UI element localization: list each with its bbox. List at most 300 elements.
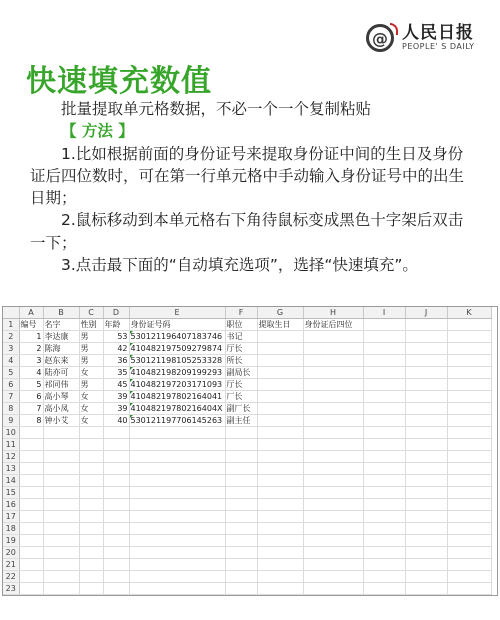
cell-d11[interactable] xyxy=(103,439,129,451)
cell-e16[interactable] xyxy=(129,499,225,511)
cell-d13[interactable] xyxy=(103,463,129,475)
cell-g15[interactable] xyxy=(257,487,303,499)
cell-b17[interactable] xyxy=(43,511,79,523)
cell-c17[interactable] xyxy=(79,511,103,523)
cell-b14[interactable] xyxy=(43,475,79,487)
cell-f14[interactable] xyxy=(225,475,257,487)
cell-h9[interactable] xyxy=(303,415,363,427)
cell-j20[interactable] xyxy=(405,547,447,559)
cell-i19[interactable] xyxy=(363,535,405,547)
cell-b20[interactable] xyxy=(43,547,79,559)
cell-h17[interactable] xyxy=(303,511,363,523)
cell-g12[interactable] xyxy=(257,451,303,463)
cell-k1[interactable] xyxy=(447,319,491,331)
cell-h23[interactable] xyxy=(303,583,363,595)
cell-f11[interactable] xyxy=(225,439,257,451)
cell-j5[interactable] xyxy=(405,367,447,379)
step-2: 2.鼠标移动到本单元格右下角待鼠标变成黑色十字架后双击一下； xyxy=(30,211,464,252)
cell-j15[interactable] xyxy=(405,487,447,499)
cell-j13[interactable] xyxy=(405,463,447,475)
cell-k20[interactable] xyxy=(447,547,491,559)
cell-k15[interactable] xyxy=(447,487,491,499)
cell-b11[interactable] xyxy=(43,439,79,451)
cell-b10[interactable] xyxy=(43,427,79,439)
cell-f2[interactable]: 书记 xyxy=(225,331,257,343)
cell-h12[interactable] xyxy=(303,451,363,463)
cell-b22[interactable] xyxy=(43,571,79,583)
row-header-7[interactable]: 7 xyxy=(3,391,19,403)
cell-e1[interactable]: 身份证号码 xyxy=(129,319,225,331)
cell-c16[interactable] xyxy=(79,499,103,511)
cell-e6[interactable]: 410482197203171093 xyxy=(129,379,225,391)
cell-i1[interactable] xyxy=(363,319,405,331)
cell-c21[interactable] xyxy=(79,559,103,571)
cell-g10[interactable] xyxy=(257,427,303,439)
cell-a13[interactable] xyxy=(19,463,43,475)
cell-i16[interactable] xyxy=(363,499,405,511)
cell-k7[interactable] xyxy=(447,391,491,403)
cell-i2[interactable] xyxy=(363,331,405,343)
cell-f15[interactable] xyxy=(225,487,257,499)
cell-a3[interactable]: 2 xyxy=(19,343,43,355)
cell-e15[interactable] xyxy=(129,487,225,499)
row-header-19[interactable]: 19 xyxy=(3,535,19,547)
cell-h2[interactable] xyxy=(303,331,363,343)
cell-j2[interactable] xyxy=(405,331,447,343)
cell-d21[interactable] xyxy=(103,559,129,571)
page-title: 快速填充数值 xyxy=(26,64,212,99)
cell-d22[interactable] xyxy=(103,571,129,583)
cell-g1[interactable]: 提取生日 xyxy=(257,319,303,331)
column-header-j[interactable]: J xyxy=(405,307,447,319)
cell-c5[interactable]: 女 xyxy=(79,367,103,379)
cell-a2[interactable]: 1 xyxy=(19,331,43,343)
cell-d17[interactable] xyxy=(103,511,129,523)
cell-d16[interactable] xyxy=(103,499,129,511)
cell-k9[interactable] xyxy=(447,415,491,427)
cell-a20[interactable] xyxy=(19,547,43,559)
cell-h21[interactable] xyxy=(303,559,363,571)
cell-d7[interactable]: 39 xyxy=(103,391,129,403)
cell-j3[interactable] xyxy=(405,343,447,355)
column-header-a[interactable]: A xyxy=(19,307,43,319)
sheet-row xyxy=(3,511,491,523)
cell-g4[interactable] xyxy=(257,355,303,367)
cell-e10[interactable] xyxy=(129,427,225,439)
cell-h19[interactable] xyxy=(303,535,363,547)
cell-a22[interactable] xyxy=(19,571,43,583)
cell-d3[interactable]: 42 xyxy=(103,343,129,355)
cell-g19[interactable] xyxy=(257,535,303,547)
cell-k8[interactable] xyxy=(447,403,491,415)
logo-name-cn: 人民日报 xyxy=(402,23,474,43)
cell-k18[interactable] xyxy=(447,523,491,535)
cell-d14[interactable] xyxy=(103,475,129,487)
cell-c19[interactable] xyxy=(79,535,103,547)
cell-k4[interactable] xyxy=(447,355,491,367)
cell-h4[interactable] xyxy=(303,355,363,367)
cell-i9[interactable] xyxy=(363,415,405,427)
cell-f3[interactable]: 厅长 xyxy=(225,343,257,355)
column-header-d[interactable]: D xyxy=(103,307,129,319)
cell-g22[interactable] xyxy=(257,571,303,583)
cell-c8[interactable]: 女 xyxy=(79,403,103,415)
cell-d23[interactable] xyxy=(103,583,129,595)
cell-a15[interactable] xyxy=(19,487,43,499)
cell-c20[interactable] xyxy=(79,547,103,559)
cell-g14[interactable] xyxy=(257,475,303,487)
spreadsheet-grid[interactable] xyxy=(3,307,492,595)
cell-a18[interactable] xyxy=(19,523,43,535)
cell-j23[interactable] xyxy=(405,583,447,595)
cell-j8[interactable] xyxy=(405,403,447,415)
cell-j1[interactable] xyxy=(405,319,447,331)
cell-d15[interactable] xyxy=(103,487,129,499)
cell-h6[interactable] xyxy=(303,379,363,391)
row-header-15[interactable]: 15 xyxy=(3,487,19,499)
cell-i18[interactable] xyxy=(363,523,405,535)
cell-c2[interactable]: 男 xyxy=(79,331,103,343)
cell-i4[interactable] xyxy=(363,355,405,367)
cell-d12[interactable] xyxy=(103,451,129,463)
column-header-e[interactable]: E xyxy=(129,307,225,319)
cell-h15[interactable] xyxy=(303,487,363,499)
cell-b13[interactable] xyxy=(43,463,79,475)
column-header-i[interactable]: I xyxy=(363,307,405,319)
cell-b5[interactable]: 陆亦可 xyxy=(43,367,79,379)
cell-g20[interactable] xyxy=(257,547,303,559)
cell-j9[interactable] xyxy=(405,415,447,427)
cell-f13[interactable] xyxy=(225,463,257,475)
cell-f9[interactable]: 副主任 xyxy=(225,415,257,427)
cell-e22[interactable] xyxy=(129,571,225,583)
cell-i6[interactable] xyxy=(363,379,405,391)
cell-b4[interactable]: 赵东来 xyxy=(43,355,79,367)
cell-h13[interactable] xyxy=(303,463,363,475)
cell-f7[interactable]: 厂长 xyxy=(225,391,257,403)
cell-b7[interactable]: 高小琴 xyxy=(43,391,79,403)
row-header-14[interactable]: 14 xyxy=(3,475,19,487)
cell-j21[interactable] xyxy=(405,559,447,571)
cell-j22[interactable] xyxy=(405,571,447,583)
cell-a9[interactable]: 8 xyxy=(19,415,43,427)
cell-f17[interactable] xyxy=(225,511,257,523)
row-header-1[interactable]: 1 xyxy=(3,319,19,331)
cell-e19[interactable] xyxy=(129,535,225,547)
cell-c15[interactable] xyxy=(79,487,103,499)
cell-j14[interactable] xyxy=(405,475,447,487)
row-header-8[interactable]: 8 xyxy=(3,403,19,415)
cell-i10[interactable] xyxy=(363,427,405,439)
cell-e4[interactable]: 530121198105253328 xyxy=(129,355,225,367)
cell-d6[interactable]: 45 xyxy=(103,379,129,391)
cell-f6[interactable]: 厅长 xyxy=(225,379,257,391)
cell-k3[interactable] xyxy=(447,343,491,355)
cell-j17[interactable] xyxy=(405,511,447,523)
cell-i11[interactable] xyxy=(363,439,405,451)
cell-g13[interactable] xyxy=(257,463,303,475)
cell-e8[interactable]: 41048219780216404X xyxy=(129,403,225,415)
cell-g2[interactable] xyxy=(257,331,303,343)
cell-a12[interactable] xyxy=(19,451,43,463)
column-header-b[interactable]: B xyxy=(43,307,79,319)
cell-b3[interactable]: 陈海 xyxy=(43,343,79,355)
cell-e13[interactable] xyxy=(129,463,225,475)
cell-e17[interactable] xyxy=(129,511,225,523)
cell-k17[interactable] xyxy=(447,511,491,523)
cell-e3[interactable]: 410482197509279874 xyxy=(129,343,225,355)
cell-i3[interactable] xyxy=(363,343,405,355)
cell-b15[interactable] xyxy=(43,487,79,499)
cell-g21[interactable] xyxy=(257,559,303,571)
cell-h18[interactable] xyxy=(303,523,363,535)
cell-d8[interactable]: 39 xyxy=(103,403,129,415)
cell-h1[interactable]: 身份证后四位 xyxy=(303,319,363,331)
cell-d9[interactable]: 40 xyxy=(103,415,129,427)
cell-a21[interactable] xyxy=(19,559,43,571)
row-header-23[interactable]: 23 xyxy=(3,583,19,595)
row-header-13[interactable]: 13 xyxy=(3,463,19,475)
cell-g7[interactable] xyxy=(257,391,303,403)
cell-f20[interactable] xyxy=(225,547,257,559)
cell-f4[interactable]: 所长 xyxy=(225,355,257,367)
cell-d5[interactable]: 35 xyxy=(103,367,129,379)
cell-c1[interactable]: 性别 xyxy=(79,319,103,331)
cell-e23[interactable] xyxy=(129,583,225,595)
cell-b18[interactable] xyxy=(43,523,79,535)
cell-k6[interactable] xyxy=(447,379,491,391)
cell-d10[interactable] xyxy=(103,427,129,439)
cell-k22[interactable] xyxy=(447,571,491,583)
row-header-12[interactable]: 12 xyxy=(3,451,19,463)
row-header-2[interactable]: 2 xyxy=(3,331,19,343)
cell-a11[interactable] xyxy=(19,439,43,451)
cell-b9[interactable]: 钟小艾 xyxy=(43,415,79,427)
cell-k16[interactable] xyxy=(447,499,491,511)
cell-i22[interactable] xyxy=(363,571,405,583)
cell-c3[interactable]: 男 xyxy=(79,343,103,355)
cell-j18[interactable] xyxy=(405,523,447,535)
cell-f10[interactable] xyxy=(225,427,257,439)
row-header-9[interactable]: 9 xyxy=(3,415,19,427)
cell-f16[interactable] xyxy=(225,499,257,511)
cell-f1[interactable]: 职位 xyxy=(225,319,257,331)
cell-i12[interactable] xyxy=(363,451,405,463)
cell-g11[interactable] xyxy=(257,439,303,451)
cell-g17[interactable] xyxy=(257,511,303,523)
cell-g8[interactable] xyxy=(257,403,303,415)
cell-c13[interactable] xyxy=(79,463,103,475)
cell-e20[interactable] xyxy=(129,547,225,559)
cell-k5[interactable] xyxy=(447,367,491,379)
cell-b8[interactable]: 高小凤 xyxy=(43,403,79,415)
cell-e21[interactable] xyxy=(129,559,225,571)
cell-b1[interactable]: 名字 xyxy=(43,319,79,331)
cell-e11[interactable] xyxy=(129,439,225,451)
sheet-row xyxy=(3,367,491,379)
cell-g9[interactable] xyxy=(257,415,303,427)
cell-c7[interactable]: 女 xyxy=(79,391,103,403)
row-header-18[interactable]: 18 xyxy=(3,523,19,535)
cell-b21[interactable] xyxy=(43,559,79,571)
cell-e7[interactable]: 410482197802164041 xyxy=(129,391,225,403)
cell-a14[interactable] xyxy=(19,475,43,487)
cell-d4[interactable]: 36 xyxy=(103,355,129,367)
cell-d18[interactable] xyxy=(103,523,129,535)
cell-i20[interactable] xyxy=(363,547,405,559)
cell-f18[interactable] xyxy=(225,523,257,535)
cell-d20[interactable] xyxy=(103,547,129,559)
cell-i8[interactable] xyxy=(363,403,405,415)
cell-f22[interactable] xyxy=(225,571,257,583)
cell-f19[interactable] xyxy=(225,535,257,547)
cell-a7[interactable]: 6 xyxy=(19,391,43,403)
cell-a16[interactable] xyxy=(19,499,43,511)
row-header-17[interactable]: 17 xyxy=(3,511,19,523)
row-header-6[interactable]: 6 xyxy=(3,379,19,391)
cell-k19[interactable] xyxy=(447,535,491,547)
cell-a6[interactable]: 5 xyxy=(19,379,43,391)
cell-d1[interactable]: 年龄 xyxy=(103,319,129,331)
cell-c22[interactable] xyxy=(79,571,103,583)
cell-c14[interactable] xyxy=(79,475,103,487)
sheet-row xyxy=(3,331,491,343)
row-header-20[interactable]: 20 xyxy=(3,547,19,559)
cell-g6[interactable] xyxy=(257,379,303,391)
cell-c4[interactable]: 男 xyxy=(79,355,103,367)
cell-a17[interactable] xyxy=(19,511,43,523)
cell-b12[interactable] xyxy=(43,451,79,463)
column-header-c[interactable]: C xyxy=(79,307,103,319)
column-header-f[interactable]: F xyxy=(225,307,257,319)
cell-i14[interactable] xyxy=(363,475,405,487)
cell-a1[interactable]: 编号 xyxy=(19,319,43,331)
cell-c6[interactable]: 男 xyxy=(79,379,103,391)
cell-j11[interactable] xyxy=(405,439,447,451)
cell-a23[interactable] xyxy=(19,583,43,595)
row-header-5[interactable]: 5 xyxy=(3,367,19,379)
cell-h8[interactable] xyxy=(303,403,363,415)
spreadsheet[interactable] xyxy=(2,306,498,596)
cell-b16[interactable] xyxy=(43,499,79,511)
cell-j4[interactable] xyxy=(405,355,447,367)
cell-k11[interactable] xyxy=(447,439,491,451)
row-header-16[interactable]: 16 xyxy=(3,499,19,511)
cell-a4[interactable]: 3 xyxy=(19,355,43,367)
cell-i5[interactable] xyxy=(363,367,405,379)
cell-b6[interactable]: 祁同伟 xyxy=(43,379,79,391)
cell-k10[interactable] xyxy=(447,427,491,439)
cell-e2[interactable]: 530121196407183746 xyxy=(129,331,225,343)
cell-g23[interactable] xyxy=(257,583,303,595)
cell-e5[interactable]: 410482198209199293 xyxy=(129,367,225,379)
column-header-h[interactable]: H xyxy=(303,307,363,319)
step-3: 3.点击最下面的“自动填充选项”，选择“快速填充”。 xyxy=(61,256,418,275)
cell-b23[interactable] xyxy=(43,583,79,595)
cell-f21[interactable] xyxy=(225,559,257,571)
sheet-row xyxy=(3,391,491,403)
row-header-21[interactable]: 21 xyxy=(3,559,19,571)
cell-h5[interactable] xyxy=(303,367,363,379)
cell-k12[interactable] xyxy=(447,451,491,463)
cell-i21[interactable] xyxy=(363,559,405,571)
column-header-g[interactable]: G xyxy=(257,307,303,319)
cell-h22[interactable] xyxy=(303,571,363,583)
row-header-11[interactable]: 11 xyxy=(3,439,19,451)
cell-j7[interactable] xyxy=(405,391,447,403)
cell-b2[interactable]: 李达康 xyxy=(43,331,79,343)
cell-e12[interactable] xyxy=(129,451,225,463)
cell-i23[interactable] xyxy=(363,583,405,595)
cell-i7[interactable] xyxy=(363,391,405,403)
cell-j16[interactable] xyxy=(405,499,447,511)
cell-d2[interactable]: 53 xyxy=(103,331,129,343)
cell-a5[interactable]: 4 xyxy=(19,367,43,379)
row-header-22[interactable]: 22 xyxy=(3,571,19,583)
cell-c9[interactable]: 女 xyxy=(79,415,103,427)
cell-h14[interactable] xyxy=(303,475,363,487)
cell-h3[interactable] xyxy=(303,343,363,355)
cell-i13[interactable] xyxy=(363,463,405,475)
cell-h10[interactable] xyxy=(303,427,363,439)
cell-c12[interactable] xyxy=(79,451,103,463)
cell-f8[interactable]: 副厂长 xyxy=(225,403,257,415)
cell-k23[interactable] xyxy=(447,583,491,595)
cell-a10[interactable] xyxy=(19,427,43,439)
sheet-row xyxy=(3,475,491,487)
cell-f12[interactable] xyxy=(225,451,257,463)
cell-h11[interactable] xyxy=(303,439,363,451)
cell-f5[interactable]: 副局长 xyxy=(225,367,257,379)
cell-h7[interactable] xyxy=(303,391,363,403)
cell-k21[interactable] xyxy=(447,559,491,571)
cell-k13[interactable] xyxy=(447,463,491,475)
select-all-corner[interactable] xyxy=(3,307,19,319)
cell-f23[interactable] xyxy=(225,583,257,595)
cell-h20[interactable] xyxy=(303,547,363,559)
cell-a8[interactable]: 7 xyxy=(19,403,43,415)
sheet-row xyxy=(3,559,491,571)
cell-d19[interactable] xyxy=(103,535,129,547)
cell-j12[interactable] xyxy=(405,451,447,463)
cell-c23[interactable] xyxy=(79,583,103,595)
cell-i17[interactable] xyxy=(363,511,405,523)
cell-g3[interactable] xyxy=(257,343,303,355)
cell-g16[interactable] xyxy=(257,499,303,511)
cell-g5[interactable] xyxy=(257,367,303,379)
cell-e9[interactable]: 530121197706145263 xyxy=(129,415,225,427)
cell-b19[interactable] xyxy=(43,535,79,547)
cell-j19[interactable] xyxy=(405,535,447,547)
row-header-3[interactable]: 3 xyxy=(3,343,19,355)
cell-g18[interactable] xyxy=(257,523,303,535)
cell-j10[interactable] xyxy=(405,427,447,439)
cell-a19[interactable] xyxy=(19,535,43,547)
cell-h16[interactable] xyxy=(303,499,363,511)
cell-k2[interactable] xyxy=(447,331,491,343)
row-header-10[interactable]: 10 xyxy=(3,427,19,439)
cell-c11[interactable] xyxy=(79,439,103,451)
cell-i15[interactable] xyxy=(363,487,405,499)
cell-c10[interactable] xyxy=(79,427,103,439)
row-header-4[interactable]: 4 xyxy=(3,355,19,367)
cell-k14[interactable] xyxy=(447,475,491,487)
cell-c18[interactable] xyxy=(79,523,103,535)
cell-e14[interactable] xyxy=(129,475,225,487)
column-header-k[interactable]: K xyxy=(447,307,491,319)
cell-j6[interactable] xyxy=(405,379,447,391)
cell-e18[interactable] xyxy=(129,523,225,535)
